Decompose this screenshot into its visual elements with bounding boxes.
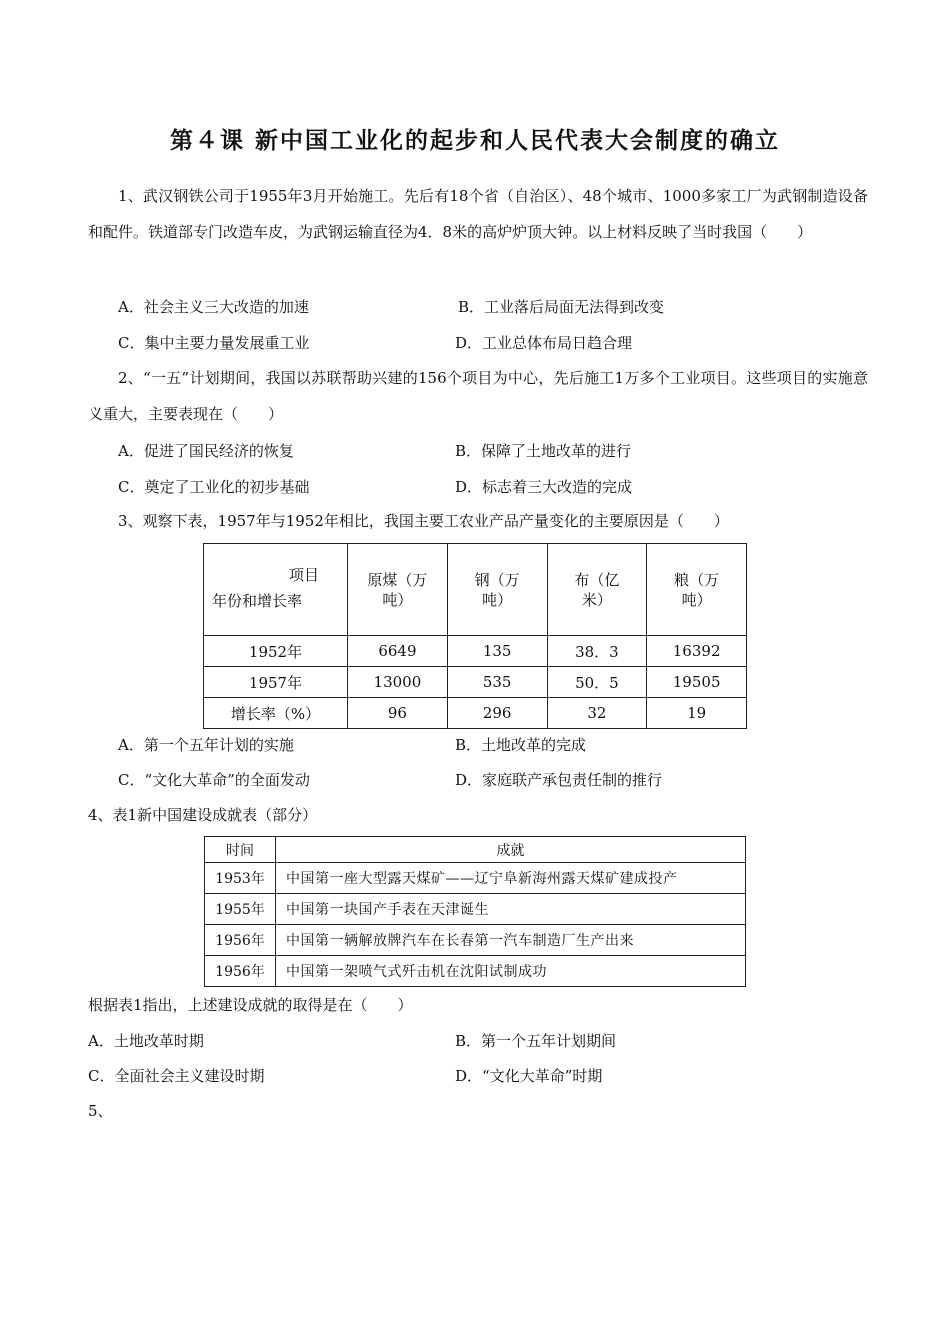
q3-option-a[interactable]: A．第一个五年计划的实施: [118, 736, 294, 754]
table-row: [205, 894, 746, 925]
q1-option-a[interactable]: A．社会主义三大改造的加速: [118, 298, 309, 316]
table-cell: 19505: [647, 667, 747, 698]
table-cell: 13000: [348, 667, 448, 698]
header-cell: 原煤（万吨）: [348, 544, 448, 636]
table-header-row: [204, 544, 747, 636]
corner-cell: [204, 544, 348, 636]
table-row: [204, 698, 747, 729]
table-cell: 6649: [348, 636, 448, 667]
table-cell: 1955年: [205, 894, 276, 925]
q2-option-c[interactable]: C．奠定了工业化的初步基础: [118, 478, 310, 496]
q1-option-d[interactable]: D．工业总体布局日趋合理: [455, 334, 633, 352]
corner-bottom-label: 年份和增长率: [212, 592, 303, 610]
header-cell: 钢（万吨）: [447, 544, 547, 636]
q4-option-d[interactable]: D．“文化大革命”时期: [455, 1067, 603, 1085]
q3-option-c[interactable]: C．“文化大革命”的全面发动: [118, 771, 310, 789]
q1-option-c[interactable]: C．集中主要力量发展重工业: [118, 334, 310, 352]
q2-stem: 2、“一五”计划期间，我国以苏联帮助兴建的156个项目为中心，先后施工1万多个工业项目。这些项目的实施意义重大，主要表现在（ ）: [88, 369, 868, 423]
q3-option-b[interactable]: B．土地改革的完成: [455, 736, 587, 754]
table-header-row: [205, 837, 746, 863]
corner-top-label: 项目: [289, 566, 320, 584]
table-cell: 135: [447, 636, 547, 667]
table-row: [204, 667, 747, 698]
table-cell: 中国第一辆解放牌汽车在长春第一汽车制造厂生产出来: [276, 925, 746, 956]
table-cell: 96: [348, 698, 448, 729]
table-cell: 中国第一座大型露天煤矿——辽宁阜新海州露天煤矿建成投产: [276, 863, 746, 894]
table-cell: 1956年: [205, 925, 276, 956]
q2-option-b[interactable]: B．保障了土地改革的进行: [455, 442, 632, 460]
table-row: [205, 863, 746, 894]
q4-option-b[interactable]: B．第一个五年计划期间: [455, 1032, 617, 1050]
q4-question: 根据表1指出，上述建设成就的取得是在（ ）: [88, 996, 413, 1014]
table-cell: 32: [547, 698, 647, 729]
q4-option-a[interactable]: A．土地改革时期: [88, 1032, 204, 1050]
table-cell: 1956年: [205, 956, 276, 987]
page-title: 第４课 新中国工业化的起步和人民代表大会制度的确立: [169, 127, 780, 154]
q3-stem: 3、观察下表，1957年与1952年相比，我国主要工农业产品产量变化的主要原因是（ ）: [118, 512, 729, 530]
q3-option-d[interactable]: D．家庭联产承包责任制的推行: [455, 771, 663, 789]
q2-option-d[interactable]: D．标志着三大改造的完成: [455, 478, 633, 496]
table-cell: 1953年: [205, 863, 276, 894]
header-cell: 布（亿米）: [547, 544, 647, 636]
table-row: [205, 956, 746, 987]
table-cell: 1957年: [204, 667, 348, 698]
q4-option-c[interactable]: C．全面社会主义建设时期: [88, 1067, 265, 1085]
table-row: [204, 636, 747, 667]
table-cell: 535: [447, 667, 547, 698]
q1-stem: 1、武汉钢铁公司于1955年3月开始施工。先后有18个省（自治区）、48个城市、1000多家工厂为武钢制造设备和配件。铁道部专门改造车皮，为武钢运输直径为4．8米的高炉炉顶大钟。以上材料反映了当时我国（ ）: [88, 187, 868, 241]
q1-option-b[interactable]: B．工业落后局面无法得到改变: [458, 298, 665, 316]
table-cell: 19: [647, 698, 747, 729]
q4-table: [204, 836, 746, 987]
table-cell: 1952年: [204, 636, 348, 667]
q2-option-a[interactable]: A．促进了国民经济的恢复: [118, 442, 294, 460]
header-cell: 成就: [276, 837, 746, 863]
q3-table: [203, 543, 747, 729]
header-cell: 粮（万吨）: [647, 544, 747, 636]
table-row: [205, 925, 746, 956]
header-cell: 时间: [205, 837, 276, 863]
table-cell: 38．3: [547, 636, 647, 667]
table-cell: 296: [447, 698, 547, 729]
table-cell: 50．5: [547, 667, 647, 698]
table-cell: 增长率（%）: [204, 698, 348, 729]
q5-stem: 5、: [88, 1102, 113, 1120]
table-cell: 16392: [647, 636, 747, 667]
table-cell: 中国第一架喷气式歼击机在沈阳试制成功: [276, 956, 746, 987]
q4-stem: 4、表1新中国建设成就表（部分）: [88, 806, 318, 824]
table-cell: 中国第一块国产手表在天津诞生: [276, 894, 746, 925]
